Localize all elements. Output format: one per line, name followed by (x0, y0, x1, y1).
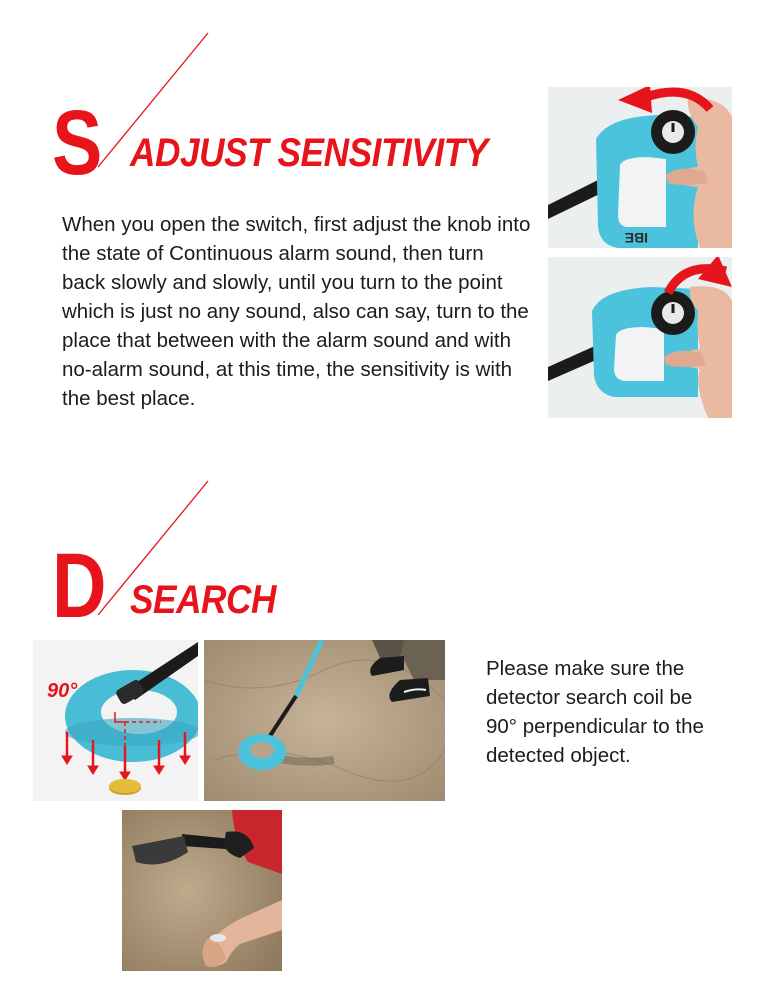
dig-coin-photo (122, 810, 282, 971)
knob-dial-icon (651, 291, 695, 335)
coil-perpendicular-diagram (33, 640, 198, 801)
angle-label: 90° (47, 680, 78, 702)
knob-dial-icon (651, 110, 695, 154)
knob-adjust-photo-1 (548, 87, 732, 248)
sensitivity-instructions: When you open the switch, first adjust the knob into the state of Continuous alarm sound, then turn back slowly and slowly, until you turn to the point which is just no any sound, also can say, turn to the place that between with the alarm sound and with no-alarm sound, at this time, the sensitivity is with the best place. (62, 213, 531, 410)
section-letter-d: D (52, 535, 107, 637)
section-letter-s: S (52, 92, 103, 194)
section-title-adjust-sensitivity: ADJUST SENSITIVITY (130, 131, 488, 175)
svg-text:IBE: IBE (624, 230, 648, 246)
search-instructions: Please make sure the detector search coil be 90° perpendicular to the detected object. (486, 657, 704, 767)
knob-adjust-photo-2 (548, 257, 732, 418)
search-field-photo (204, 640, 445, 801)
section-title-search: SEARCH (130, 578, 276, 622)
